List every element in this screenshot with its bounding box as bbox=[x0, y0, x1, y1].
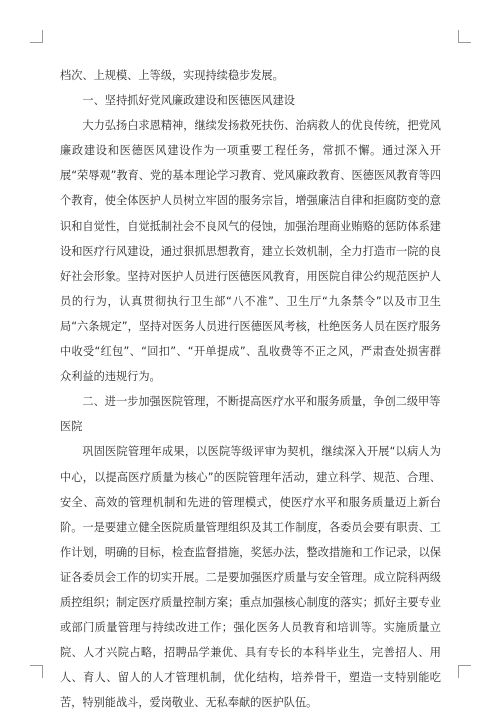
crop-mark-top-left bbox=[30, 30, 43, 43]
crop-mark-bottom-right bbox=[458, 665, 471, 678]
section-heading-2: 二、进一步加强医院管理，不断提高医疗水平和服务质量，争创二级甲等医院 bbox=[60, 395, 441, 434]
crop-mark-top-right bbox=[458, 30, 471, 43]
crop-mark-bottom-left bbox=[30, 665, 43, 678]
section-body-2: 巩固医院管理年成果，以医院等级评审为契机，继续深入开展“以病人为中心，以提高医疗质量为核心”的医院管理年活动，建立科学、规范、合理、安全、高效的管理机制和先进的管理模式，使医疗水平和服务质量迈上新台阶。一是要建立健全医院质量管理组织及其工作制度，各委员会要有职责、工作计划，明确的目标，检查监督措施，奖惩办法，整改措施和工作记录，以保证各委员会工作的切实开展。二是要加强医疗质量与安全管理。成立院科两级质控组织；制定医疗质量控制方案；重点加强核心制度的落实；抓好主要专业或部门质量管理与持续改进工作；强化医务人员教育和培训等。实施质量立院、人才兴院占略，招聘品学兼优、具有专长的本科毕业生，完善招人、用人、育人、留人的人才管理机制，优化结构，培养骨干，塑造一支特别能吃苦，特别能战斗，爱岗敬业、无私奉献的医护队伍。 bbox=[60, 445, 441, 710]
section-heading-1: 一、坚持抓好党风廉政建设和医德医风建设 bbox=[82, 94, 295, 108]
document-body bbox=[60, 63, 441, 715]
continuation-paragraph: 档次、上规模、上等级，实现持续稳步发展。 bbox=[60, 69, 284, 82]
section-body-1: 大力弘扬白求恩精神，继续发扬救死扶伤、治病救人的优良传统，把党风廉政建设和医德医风建设作为一项重要工程任务，常抓不懈。通过深入开展“荣辱观”教育、党的基本理论学习教育、党风廉政教育、医德医风教育等四个教育，使全体医护人员树立牢固的服务宗旨，增强廉洁自律和拒腐防变的意识和自觉性，自觉抵制社会不良风气的侵蚀，加强治理商业贿赂的惩防体系建设和医疗行风建设，通过狠抓思想教育，建立长效机制，全力打造市一院的良好社会形象。坚持对医护人员进行医德医风教育，用医院自律公约规范医护人员的行为，认真贯彻执行卫生部“八不准”、卫生厅“九条禁令”以及市卫生局“六条规定”，坚持对医务人员进行医德医风考核，杜绝医务人员在医疗服务中收受“红包”、“回扣”、“开单提成”、乱收费等不正之风，严肃查处损害群众利益的违规行为。 bbox=[60, 119, 441, 384]
